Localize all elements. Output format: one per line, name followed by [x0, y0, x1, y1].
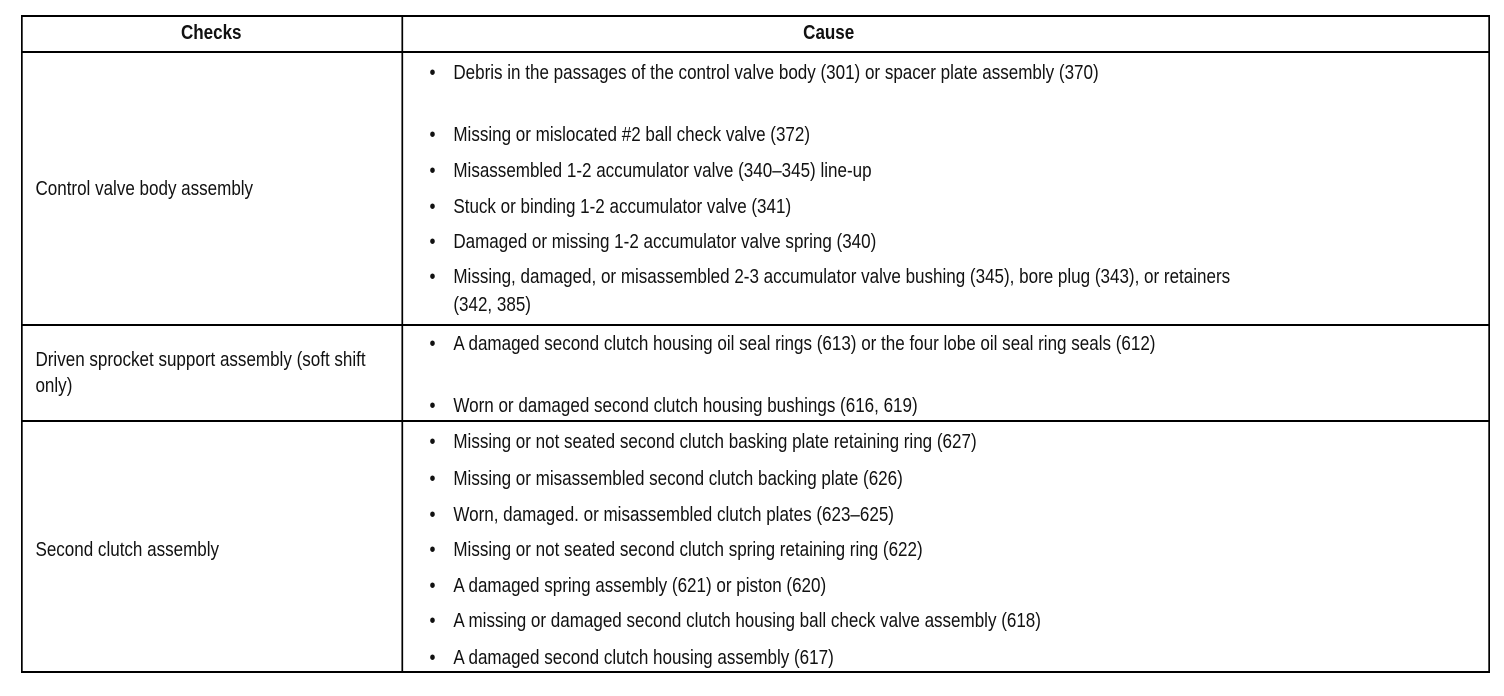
column-divider: [401, 15, 403, 673]
row-divider-2: [21, 420, 1490, 422]
cause-item: • Worn, damaged. or misassembled clutch plates (623–625): [428, 501, 1271, 529]
cause-item: • Worn or damaged second clutch housing bushings (616, 619): [428, 392, 1271, 420]
cause-item: • A damaged second clutch housing assembly (617): [428, 644, 1271, 672]
header-divider: [21, 51, 1490, 53]
cause-item: • A damaged second clutch housing oil seal rings (613) or the four lobe oil seal ring seals (612): [428, 330, 1228, 358]
check-label: Driven sprocket support assembly (soft shift only): [35, 349, 366, 397]
diagnosis-table: [21, 15, 1490, 673]
row-divider-1: [21, 324, 1490, 326]
table-border-right: [1488, 15, 1490, 673]
cause-item: • Misassembled 1-2 accumulator valve (340–345) line-up: [428, 157, 1271, 185]
header-cause: Cause: [803, 21, 855, 44]
table-border-left: [21, 15, 23, 673]
cause-item: • Missing or misassembled second clutch backing plate (626): [428, 465, 1271, 493]
check-label: Control valve body assembly: [35, 178, 254, 200]
header-checks: Checks: [180, 21, 242, 44]
cause-item: • Damaged or missing 1-2 accumulator valve spring (340): [428, 228, 1271, 256]
cause-item: • Missing or not seated second clutch spring retaining ring (622): [428, 536, 1271, 564]
cause-item: • A damaged spring assembly (621) or piston (620): [428, 572, 1271, 600]
cause-item: • Stuck or binding 1-2 accumulator valve (341): [428, 193, 1271, 221]
cause-item: • Missing or mislocated #2 ball check valve (372): [428, 121, 1271, 149]
cause-item: • Missing or not seated second clutch basking plate retaining ring (627): [428, 428, 1271, 456]
cause-item: • Missing, damaged, or misassembled 2-3 accumulator valve bushing (345), bore plug (343), or retainers (342, 385): [428, 263, 1245, 319]
cause-item: • A missing or damaged second clutch housing ball check valve assembly (618): [428, 607, 1271, 635]
check-label: Second clutch assembly: [35, 539, 220, 561]
cause-item: • Debris in the passages of the control valve body (301) or spacer plate assembly (370): [428, 59, 1160, 87]
